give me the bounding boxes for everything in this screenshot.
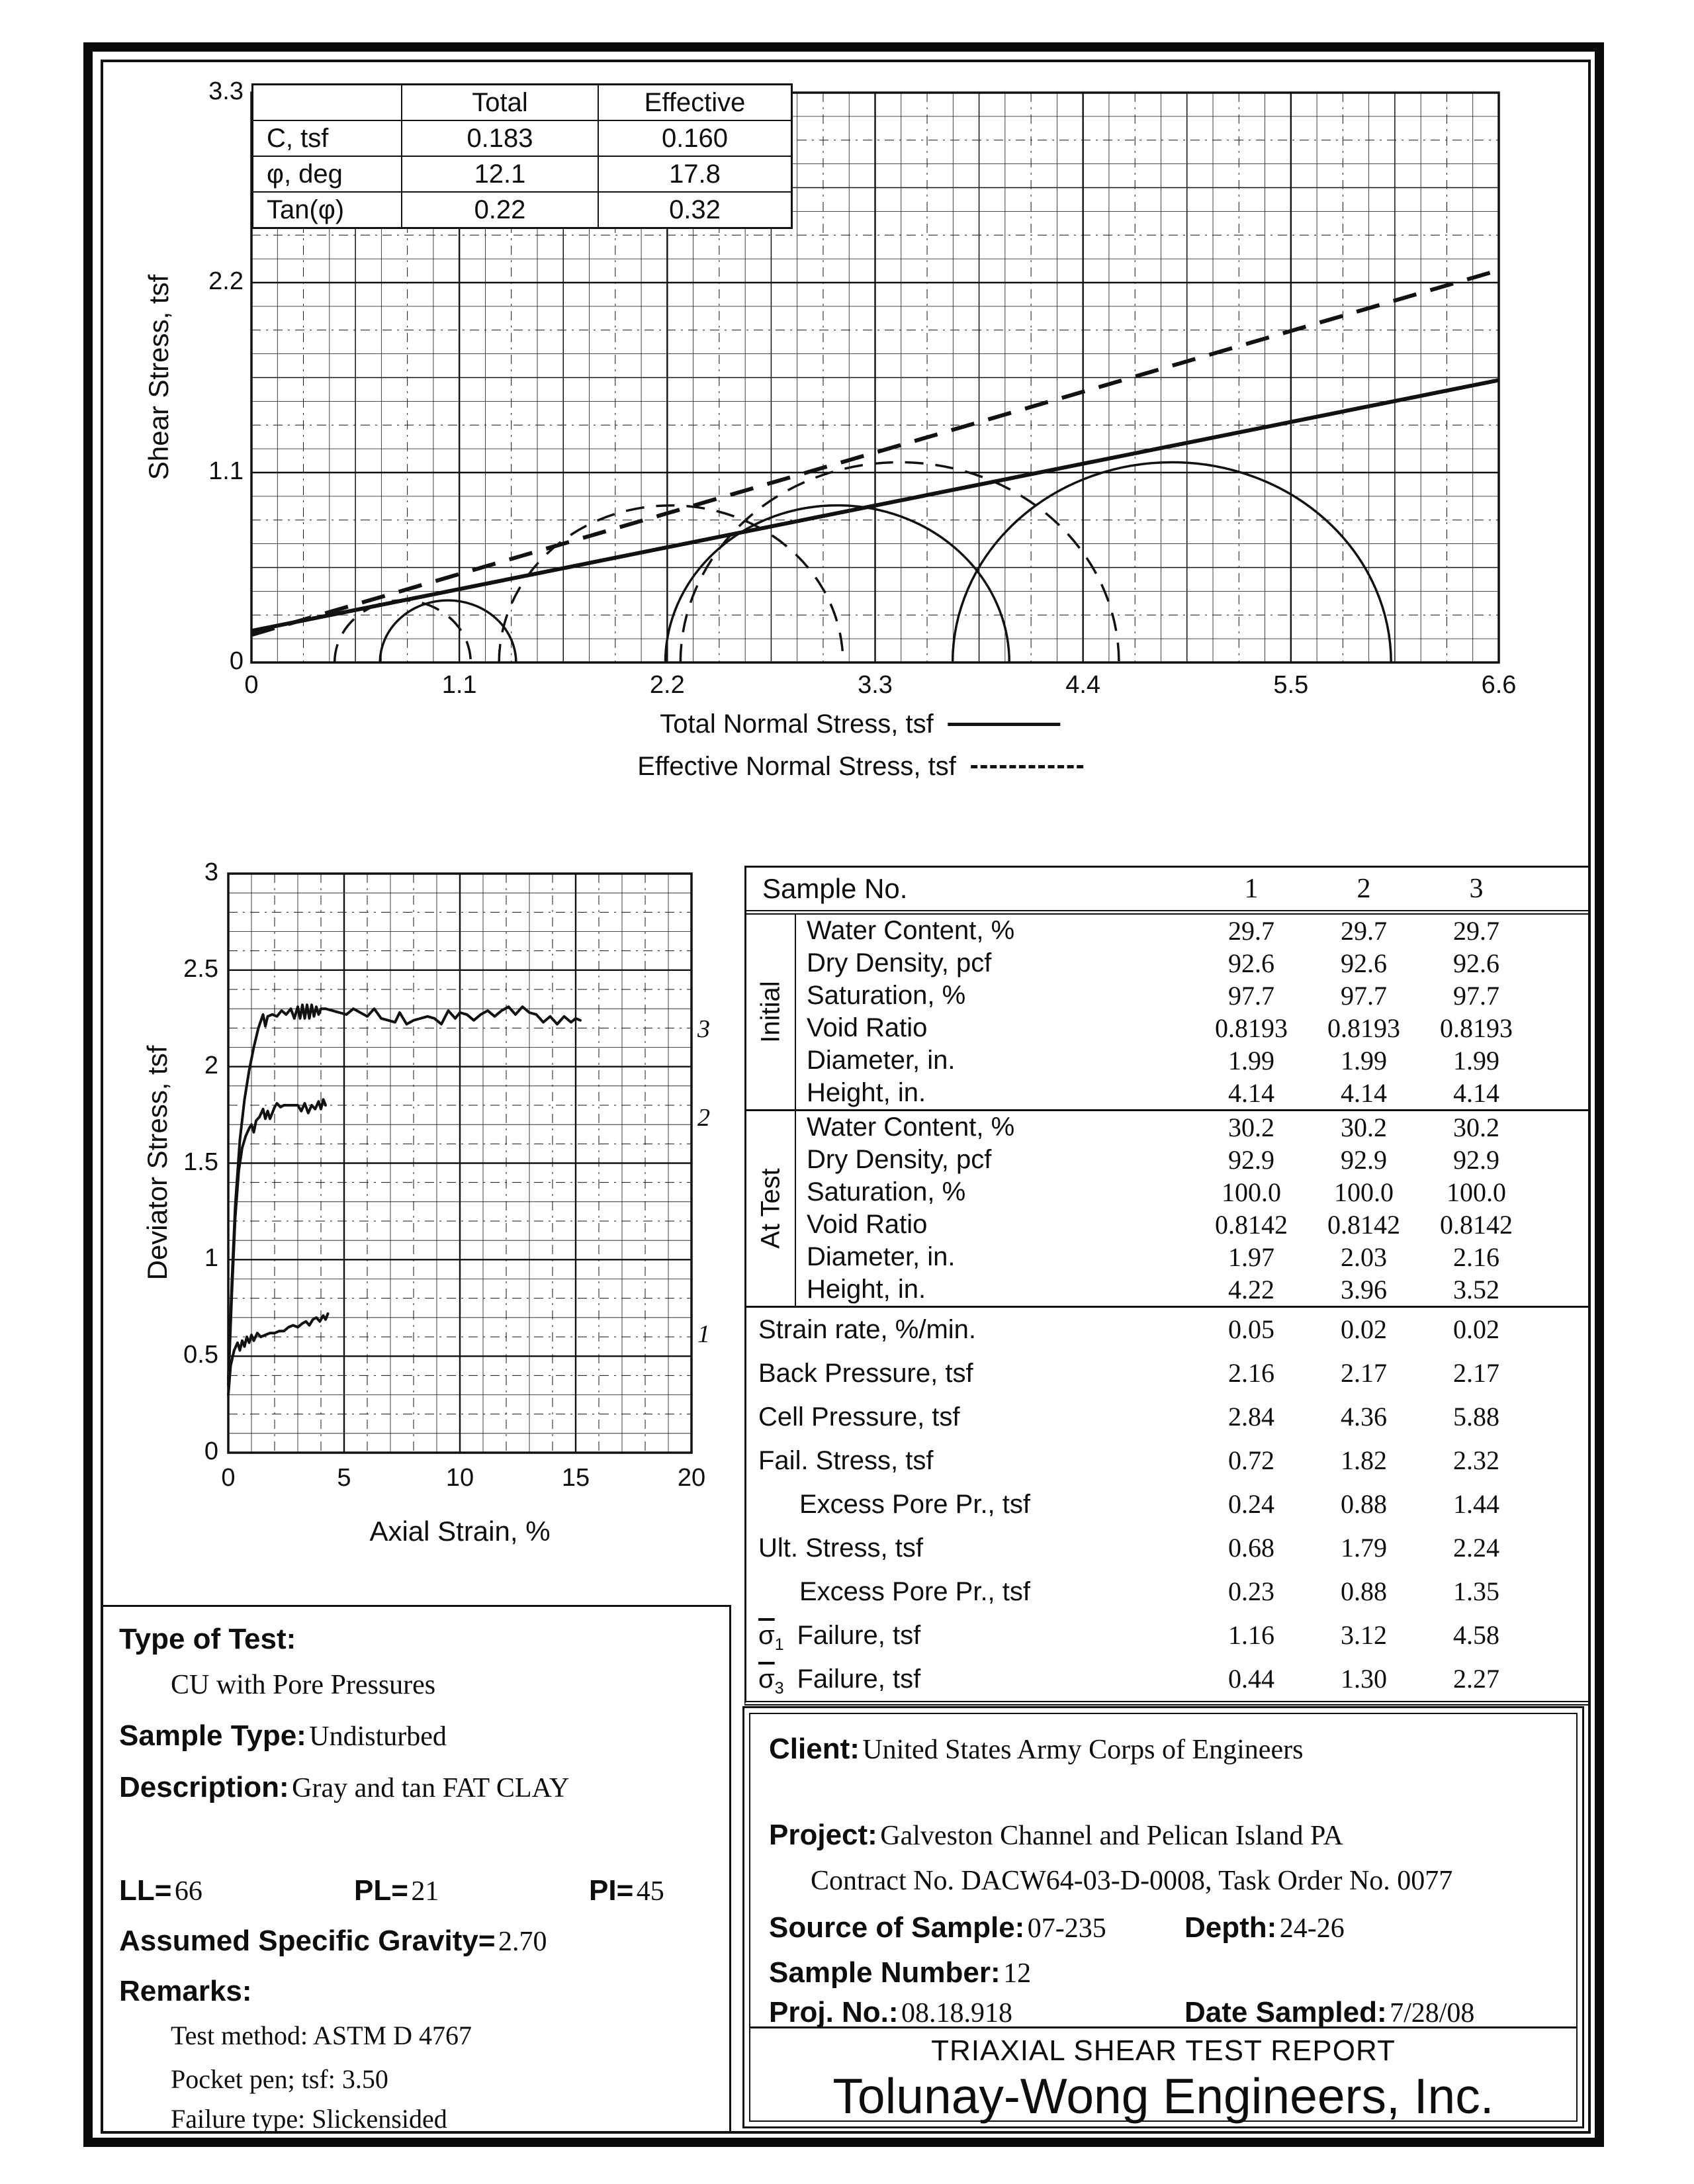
row-label: $\overline{\sigma}_1$ Failure, tsf [758,1621,921,1654]
report-title: TRIAXIAL SHEAR TEST REPORT [931,2034,1396,2067]
legend-effective-normal-stress [637,752,1083,782]
table-cell: 1.99 [1228,1046,1274,1075]
row-label: $\overline{\sigma}_3$ Failure, tsf [758,1664,921,1698]
row-label: Height, in. [807,1275,926,1304]
row-label: Excess Pore Pr., tsf [799,1490,1031,1519]
group-label [746,1111,796,1306]
table-row [746,1482,1589,1526]
depth-label: Depth: [1184,1911,1277,1944]
strain-xtick: 10 [445,1464,474,1492]
mohr-ytick: 1.1 [208,457,244,485]
table-cell: 29.7 [1453,916,1499,946]
table-cell: 0.68 [1228,1533,1274,1563]
curve-label-3: 3 [697,1015,710,1044]
proj-no-value: 08.18.918 [901,1998,1013,2028]
pi-field [589,1874,664,1907]
table-cell: 29.7 [1228,916,1274,946]
legend-total-normal-stress [660,709,1060,739]
table-row [746,1614,1589,1657]
table-row [746,1570,1589,1614]
table-row [796,1012,1589,1044]
source-of-sample-line [769,1911,1106,1944]
table-cell: 2.17 [1341,1358,1387,1388]
params-total-value: 0.22 [402,193,599,227]
table-cell: 100.0 [1447,1177,1506,1207]
table-cell: 3.12 [1341,1620,1387,1650]
table-cell: 0.8142 [1440,1210,1513,1240]
row-label: Saturation, % [807,1177,966,1206]
table-cell: 2.16 [1453,1242,1499,1272]
sample-data-table [744,866,1589,1706]
row-label: Water Content, % [807,1113,1015,1142]
row-label: Fail. Stress, tsf [758,1446,934,1475]
company-name: Tolunay-Wong Engineers, Inc. [832,2068,1494,2124]
row-label: Back Pressure, tsf [758,1359,973,1388]
legend-effective-label: Effective Normal Stress, tsf [637,752,956,781]
row-label: Excess Pore Pr., tsf [799,1577,1031,1606]
remarks-label: Remarks: [119,1975,252,2007]
row-label: Saturation, % [807,981,966,1010]
table-cell: 0.23 [1228,1576,1274,1606]
table-cell: 97.7 [1453,981,1499,1011]
row-label: Cell Pressure, tsf [758,1402,960,1432]
table-cell: 0.88 [1341,1576,1387,1606]
sample-number-value: 12 [1003,1958,1032,1989]
strain-xtick: 0 [221,1464,236,1492]
table-cell: 2.24 [1453,1533,1499,1563]
sample-type-value: Undisturbed [309,1721,447,1752]
description-line [119,1771,569,1804]
curve-label-1: 1 [697,1320,710,1348]
pi-label: PI= [589,1874,634,1907]
client-label: Client: [769,1733,860,1765]
project-line [769,1819,1343,1852]
table-row [796,1241,1589,1273]
sample-number-line [769,1956,1031,1989]
mohr-ylabel: Shear Stress, tsf [143,274,174,480]
table-cell: 97.7 [1341,981,1387,1011]
table-cell: 1.97 [1228,1242,1274,1272]
row-label: Void Ratio [807,1210,928,1239]
table-cell: 92.9 [1228,1145,1274,1175]
table-cell: 1.35 [1453,1576,1499,1606]
table-cell: 2.17 [1453,1358,1499,1388]
table-cell: 2.16 [1228,1358,1274,1388]
table-cell: 0.44 [1228,1664,1274,1694]
table-cell: 2.27 [1453,1664,1499,1694]
table-cell: 100.0 [1222,1177,1281,1207]
table-cell: 30.2 [1341,1113,1387,1142]
proj-no-line [769,1996,1012,2029]
depth-line [1184,1911,1345,1944]
source-value: 07-235 [1027,1913,1106,1944]
table-cell: 1.99 [1453,1046,1499,1075]
table-cell: 92.6 [1228,948,1274,978]
proj-no-label: Proj. No.: [769,1996,899,2028]
strain-ytick: 3 [204,858,218,886]
params-header-cell: Total [402,85,599,121]
gravity-value: 2.70 [498,1927,547,1957]
table-row [796,1208,1589,1241]
table-cell: 2 [1357,874,1371,904]
mohr-xtick: 6.6 [1481,671,1517,699]
strain-ytick: 2 [204,1051,218,1079]
table-group-at-test [746,1111,1589,1308]
table-cell: 0.02 [1453,1314,1499,1344]
table-cell: 4.36 [1341,1402,1387,1432]
client-value: United States Army Corps of Engineers [862,1735,1304,1765]
table-row [796,915,1589,947]
project-label: Project: [769,1819,877,1851]
table-cell: 0.8193 [1215,1013,1288,1043]
legend-total-label: Total Normal Stress, tsf [660,709,934,739]
table-cell: 0.24 [1228,1489,1274,1519]
project-value: Galveston Channel and Pelican Island PA [880,1821,1343,1851]
strain-ytick: 2.5 [183,954,218,983]
table-cell: 2.84 [1228,1402,1274,1432]
params-header-cell: Effective [599,85,791,121]
table-cell: 1.79 [1341,1533,1387,1563]
table-cell: 0.88 [1341,1489,1387,1519]
table-cell: 2.32 [1453,1445,1499,1475]
sample-type-label: Sample Type: [119,1719,306,1752]
row-label: Diameter, in. [807,1046,956,1075]
date-sampled-line [1184,1996,1474,2029]
row-label: Height, in. [807,1078,926,1107]
table-cell: 92.9 [1453,1145,1499,1175]
mohr-xtick: 4.4 [1065,671,1101,699]
table-cell: 92.6 [1453,948,1499,978]
ll-field [119,1874,202,1907]
strain-ylabel: Deviator Stress, tsf [142,1045,173,1281]
contract-line: Contract No. DACW64-03-D-0008, Task Order No. 0077 [811,1866,1453,1896]
table-cell: 97.7 [1228,981,1274,1011]
mohr-ytick: 0 [229,647,244,675]
group-rows [796,1111,1589,1306]
row-label: Dry Density, pcf [807,1145,992,1174]
table-row [796,1144,1589,1176]
table-cell: 92.6 [1341,948,1387,978]
table-cell: 100.0 [1334,1177,1394,1207]
stress-strain-chart [228,874,691,1453]
strain-xlabel: Axial Strain, % [369,1516,551,1547]
type-of-test-label: Type of Test: [119,1623,296,1655]
strain-ytick: 1.5 [183,1148,218,1176]
table-row [746,1526,1589,1570]
params-effective-value: 17.8 [599,157,791,193]
table-cell: 3 [1469,874,1484,904]
remark-failure-type: Failure type: Slickensided [171,2104,447,2134]
table-row [796,1273,1589,1306]
table-cell: 4.22 [1228,1275,1274,1304]
table-row [796,1176,1589,1208]
table-cell: 2.03 [1341,1242,1387,1272]
pl-field [354,1874,439,1907]
table-cell: 30.2 [1228,1113,1274,1142]
solid-line-swatch [948,723,1061,726]
remark-test-method: Test method: ASTM D 4767 [171,2021,472,2050]
table-cell: 4.14 [1453,1078,1499,1108]
date-sampled-value: 7/28/08 [1390,1998,1475,2028]
curve-label-2: 2 [697,1104,710,1132]
mohr-ytick: 3.3 [208,77,244,105]
strength-parameters-table [251,83,793,229]
params-total-value: 0.183 [402,121,599,157]
row-label: Ult. Stress, tsf [758,1533,923,1563]
pl-value: 21 [411,1876,439,1907]
strain-ytick: 1 [204,1244,218,1273]
params-effective-value: 0.160 [599,121,791,157]
depth-value: 24-26 [1279,1913,1345,1944]
table-cell: 5.88 [1453,1402,1499,1432]
group-label-text: At Test [756,1168,785,1249]
params-row-label: C, tsf [253,121,402,157]
mohr-xtick: 5.5 [1273,671,1309,699]
table-row [796,1044,1589,1077]
params-effective-value: 0.32 [669,195,721,224]
table-cell: 1 [1244,874,1259,904]
table-cell: 0.8193 [1440,1013,1513,1043]
sample-no-label: Sample No. [762,873,908,904]
gravity-label: Assumed Specific Gravity= [119,1925,496,1957]
table-cell: 3.52 [1453,1275,1499,1304]
description-value: Gray and tan FAT CLAY [292,1773,570,1803]
specific-gravity-line [119,1925,547,1958]
table-cell: 1.82 [1341,1445,1387,1475]
params-row-label: φ, deg [253,157,402,193]
params-row-label: Tan(φ) [253,193,402,227]
table-row [746,1351,1589,1395]
group-label-text: Initial [756,981,785,1043]
type-of-test-value: CU with Pore Pressures [171,1670,436,1700]
date-sampled-label: Date Sampled: [1184,1996,1387,2028]
strain-xtick: 15 [561,1464,590,1492]
row-label: Void Ratio [807,1013,928,1042]
ll-label: LL= [119,1874,172,1907]
table-row [746,1395,1589,1439]
mohr-xtick: 2.2 [649,671,685,699]
row-label: Dry Density, pcf [807,948,992,978]
table-cell: 92.9 [1341,1145,1387,1175]
params-header-cell [253,85,402,121]
table-cell: 0.02 [1341,1314,1387,1344]
table-cell: 4.14 [1228,1078,1274,1108]
row-label: Diameter, in. [807,1242,956,1271]
table-cell: 3.96 [1341,1275,1387,1304]
table-cell: 0.05 [1228,1314,1274,1344]
table-row [796,1111,1589,1144]
description-label: Description: [119,1771,289,1803]
table-cell: 1.99 [1341,1046,1387,1075]
table-cell: 4.58 [1453,1620,1499,1650]
params-total-value: 12.1 [402,157,599,193]
table-cell: 0.72 [1228,1445,1274,1475]
strain-xtick: 5 [337,1464,351,1492]
table-cell: 1.44 [1453,1489,1499,1519]
row-label: Strain rate, %/min. [758,1315,977,1344]
group-rows [796,915,1589,1109]
group-label [746,915,796,1109]
sample-number-label: Sample Number: [769,1956,1001,1989]
dashed-line-swatch [971,765,1083,768]
table-cell: 29.7 [1341,916,1387,946]
table-group-initial [746,915,1589,1111]
table-row [746,1439,1589,1482]
source-label: Source of Sample: [769,1911,1025,1944]
sample-table-header [746,868,1589,915]
table-cell: 0.8193 [1327,1013,1400,1043]
mohr-xtick: 1.1 [441,671,477,699]
table-row [796,979,1589,1012]
table-row [746,1308,1589,1351]
sample-type-line [119,1719,447,1752]
strain-xtick: 20 [677,1464,706,1492]
ll-value: 66 [174,1876,202,1907]
table-cell: 0.8142 [1215,1210,1288,1240]
table-row [796,1077,1589,1109]
table-cell: 4.14 [1341,1078,1387,1108]
row-label: Water Content, % [807,916,1015,945]
table-row [796,947,1589,979]
mohr-ytick: 2.2 [208,267,244,295]
table-cell: 1.16 [1228,1620,1274,1650]
mohr-xtick: 0 [244,671,259,699]
strain-ytick: 0.5 [183,1341,218,1369]
table-cell: 1.30 [1341,1664,1387,1694]
mohr-xtick: 3.3 [858,671,893,699]
strain-ytick: 0 [204,1437,218,1465]
pi-value: 45 [636,1876,664,1907]
pl-label: PL= [354,1874,408,1907]
table-row [746,1657,1589,1701]
client-line [769,1733,1303,1766]
remark-pocket-pen: Pocket pen; tsf: 3.50 [171,2064,388,2094]
table-cell: 0.8142 [1327,1210,1400,1240]
table-cell: 30.2 [1453,1113,1499,1142]
title-divider-line [750,2026,1576,2028]
